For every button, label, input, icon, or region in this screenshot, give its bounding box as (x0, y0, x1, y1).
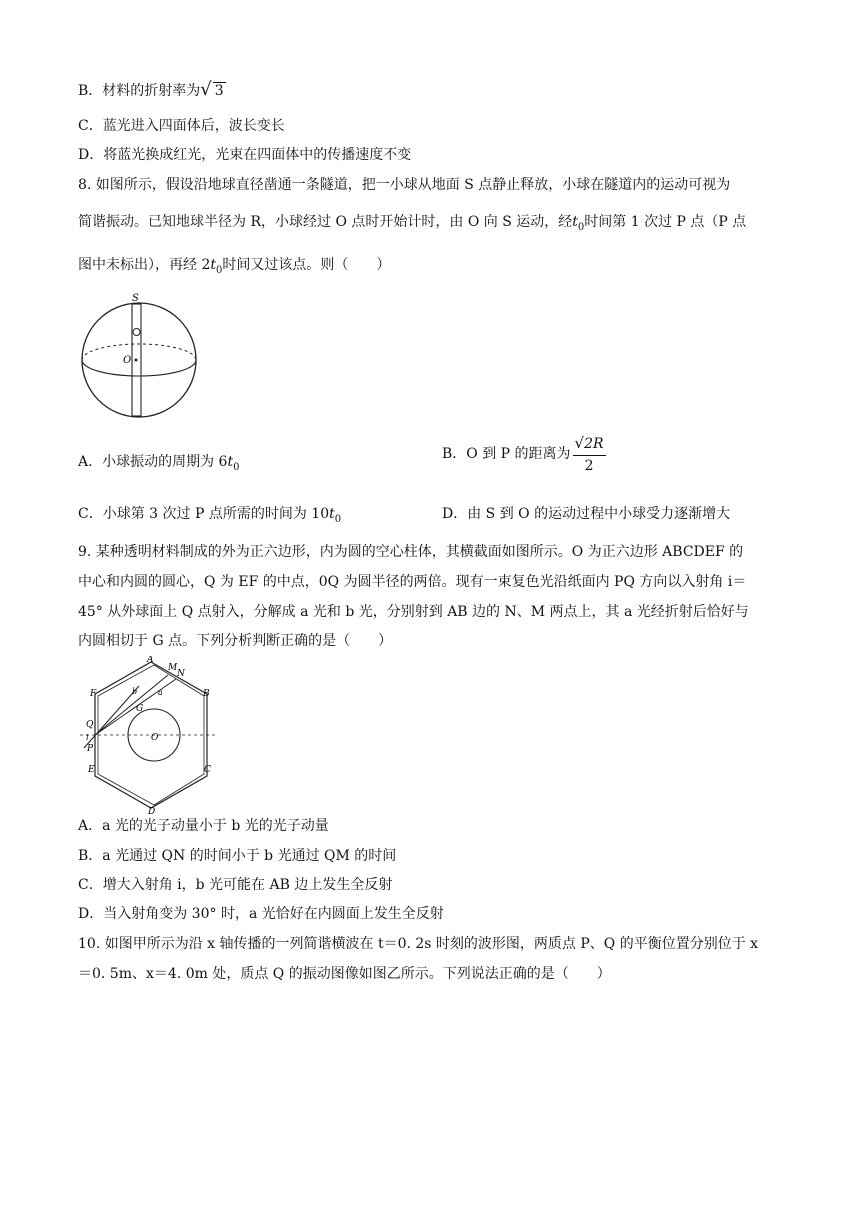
q9-fig-label-q: Q (86, 720, 94, 730)
q10-stem-line2: ＝0. 5m、x＝4. 0m 处，质点 Q 的振动图像如图乙所示。下列说法正确的是（ ） (78, 966, 611, 982)
q9-fig-label-g: G (136, 704, 144, 714)
q8-stem2-a: 简谐振动。已知地球半径为 R，小球经过 O 点时开始计时，由 O 向 S 运动，经 (78, 214, 573, 230)
q9-fig-label-a: A (147, 656, 154, 665)
q9-stem-line4: 内圆相切于 G 点。下列分析判断正确的是（ ） (78, 633, 393, 649)
q9-option-b: B．a 光通过 QN 的时间小于 b 光通过 QM 的时间 (78, 848, 397, 864)
q9-fig-label-i: i (86, 733, 89, 742)
q9-fig-label-light-a: a (158, 688, 163, 697)
q8-stem-line1: 8. 如图所示，假设沿地球直径凿通一条隧道，把一小球从地面 S 点静止释放，小球在隧道内的运动可视为 (78, 177, 731, 193)
q9-option-c: C．增大入射角 i，b 光可能在 AB 边上发生全反射 (78, 877, 393, 893)
q8-option-c: C．小球第 3 次过 P 点所需的时间为 $10t_0$ (78, 506, 342, 525)
q8-fig-label-s: S (132, 293, 139, 304)
q9-fig-label-e: E (88, 765, 95, 775)
q7-option-b: B．材料的折射率为√ 3 (78, 79, 224, 100)
q9-fig-label-light-b: b (132, 687, 138, 696)
q8-fig-label-o: O (123, 355, 132, 366)
q8-stem-line2 (78, 212, 746, 238)
q9-option-a: A．a 光的光子动量小于 b 光的光子动量 (78, 818, 329, 834)
q8-stem3-a: 图中未标出），再经 2 (78, 257, 211, 273)
q8-stem3-b: 时间又过该点。则（ ） (222, 257, 391, 273)
q8-option-c-text: C．小球第 3 次过 P 点所需的时间为 10 (78, 506, 330, 522)
q9-fig-label-p: P (87, 744, 94, 754)
q9-fig-label-b: B (203, 689, 210, 699)
q8-stem2-b: 时间第 1 次过 P 点（P 点 (584, 214, 747, 230)
q8-option-b-fraction: $\frac{√2R}{2}$ (574, 434, 604, 474)
q8-earth-figure (74, 290, 204, 425)
q9-fig-label-d: D (148, 807, 156, 814)
q8-t-sub: 0 (577, 222, 585, 233)
q9-fig-label-o: O (151, 733, 159, 743)
q8-option-b (442, 432, 606, 476)
q7-option-b-value: 3 (214, 83, 224, 99)
q9-fig-label-c: C (204, 765, 211, 775)
q8-t: t (572, 214, 578, 230)
q9-option-d: D．当入射角变为 30° 时，a 光恰好在内圆面上发生全反射 (78, 906, 444, 922)
q9-fig-label-m: M (168, 663, 178, 673)
q7-option-d: D．将蓝光换成红光，光束在四面体中的传播速度不变 (78, 147, 412, 163)
q8-option-b-text: B．O 到 P 的距离为 (442, 446, 571, 462)
q9-hexagon-figure (76, 656, 216, 814)
q8-option-b-denominator: 2 (584, 458, 594, 474)
q10-stem-line1: 10. 如图甲所示为沿 x 轴传播的一列简谐横波在 t＝0. 2s 时刻的波形图，两质点 P、Q 的平衡位置分别位于 x (78, 936, 759, 952)
q7-option-c: C．蓝光进入四面体后，波长变长 (78, 118, 285, 134)
q9-stem-line1: 9. 某种透明材料制成的外为正六边形，内为圆的空心柱体，其横截面如图所示。O 为正六边形 ABCDEF 的 (78, 544, 744, 560)
q8-option-a: A．小球振动的周期为 $6t_0$ (78, 454, 240, 473)
q9-stem-line2: 中心和内圆的圆心，Q 为 EF 的中点，0Q 为圆半径的两倍。现有一束复色光沿纸面内 PQ 方向以入射角 i＝ (78, 574, 747, 590)
q9-stem-line3: 45° 从外球面上 Q 点射入，分解成 a 光和 b 光，分别射到 AB 边的 N、M 两点上，其 a 光经折射后恰好与 (78, 604, 749, 620)
q7-option-b-text: B．材料的折射率为 (78, 83, 201, 99)
q8-option-a-text: A．小球振动的周期为 6 (78, 454, 228, 470)
q8-stem-line3: 图中未标出），再经 $2t_0$时间又过该点。则（ ） (78, 257, 391, 276)
q8-option-b-numerator: 2R (584, 436, 604, 452)
q8-option-d: D．由 S 到 O 的运动过程中小球受力逐渐增大 (442, 506, 731, 522)
q9-fig-label-n: N (177, 669, 185, 679)
q9-fig-label-f: F (90, 689, 97, 699)
